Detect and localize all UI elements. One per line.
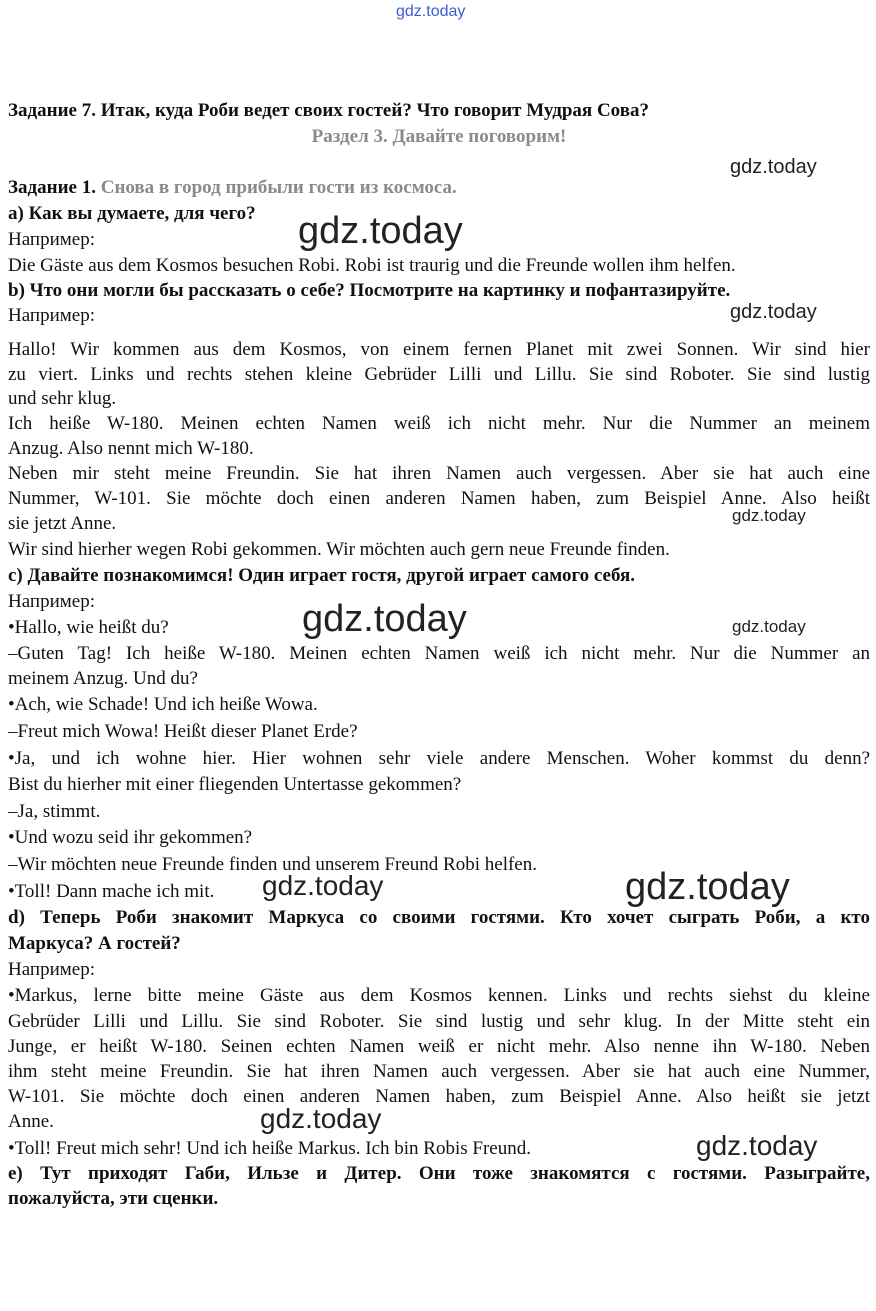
- dialogue-line: –Guten Tag! Ich heiße W-180. Meinen echten Namen weiß ich nicht mehr. Nur die Nummer an: [8, 643, 870, 664]
- subtask-c: с) Давайте познакомимся! Один играет гостя, другой играет самого себя.: [8, 565, 636, 586]
- watermark: gdz.today: [262, 870, 384, 901]
- paragraph-line: und sehr klug.: [8, 388, 117, 409]
- dialogue-line: –Wir möchten neue Freunde finden und unserem Freund Robi helfen.: [8, 854, 537, 875]
- dialogue-line: Anne.: [8, 1111, 54, 1132]
- dialogue-line: meinem Anzug. Und du?: [8, 668, 198, 689]
- subtask-e: е) Тут приходят Габи, Ильзе и Дитер. Они тоже знакомятся с гостями. Разыграйте,: [8, 1163, 870, 1184]
- subtask-a: а) Как вы думаете, для чего?: [8, 203, 256, 224]
- paragraph-line: Nummer, W-101. Sie möchte doch einen anderen Namen haben, zum Beispiel Anne. Also heißt: [8, 488, 870, 509]
- task-1-number: Задание 1.: [8, 177, 96, 198]
- paragraph-line: zu viert. Links und rechts stehen kleine Gebrüder Lilli und Lillu. Sie sind Roboter. Sie sind lustig: [8, 364, 870, 385]
- dialogue-line: Gebrüder Lilli und Lillu. Sie sind Roboter. Sie sind lustig und sehr klug. In der Mitte steht ein: [8, 1011, 870, 1032]
- example-label: Например:: [8, 229, 95, 250]
- subtask-b: b) Что они могли бы рассказать о себе? Посмотрите на картинку и пофантазируйте.: [8, 280, 731, 301]
- watermark: gdz.today: [298, 210, 463, 252]
- example-label: Например:: [8, 959, 95, 980]
- watermark-top: gdz.today: [396, 3, 466, 20]
- watermark: gdz.today: [730, 301, 817, 323]
- subtask-d-continued: Маркуса? А гостей?: [8, 933, 181, 954]
- watermark: gdz.today: [625, 866, 790, 908]
- dialogue-line: •Und wozu seid ihr gekommen?: [8, 827, 253, 848]
- task-7-heading: Задание 7. Итак, куда Роби ведет своих гостей? Что говорит Мудрая Сова?: [8, 100, 649, 121]
- task-1-title: Снова в город прибыли гости из космоса.: [100, 177, 457, 198]
- subtask-d: d) Теперь Роби знакомит Маркуса со своими гостями. Кто хочет сыграть Роби, а кто: [8, 907, 870, 928]
- example-label: Например:: [8, 591, 95, 612]
- dialogue-line: Junge, er heißt W-180. Seinen echten Namen weiß er nicht mehr. Also nenne ihn W-180. Neben: [8, 1036, 870, 1057]
- subtask-e-continued: пожалуйста, эти сценки.: [8, 1188, 219, 1209]
- paragraph-line: Wir sind hierher wegen Robi gekommen. Wir möchten auch gern neue Freunde finden.: [8, 539, 670, 560]
- dialogue-line: •Ach, wie Schade! Und ich heiße Wowa.: [8, 694, 318, 715]
- paragraph-line: Anzug. Also nennt mich W-180.: [8, 438, 254, 459]
- paragraph-line: Hallo! Wir kommen aus dem Kosmos, von einem fernen Planet mit zwei Sonnen. Wir sind hier: [8, 339, 870, 360]
- watermark: gdz.today: [260, 1103, 382, 1134]
- paragraph-line: Die Gäste aus dem Kosmos besuchen Robi. Robi ist traurig und die Freunde wollen ihm helfen.: [8, 255, 736, 276]
- dialogue-line: W-101. Sie möchte doch einen anderen Namen haben, zum Beispiel Anne. Also heißt sie jetzt: [8, 1086, 870, 1107]
- watermark: gdz.today: [730, 156, 817, 178]
- watermark: gdz.today: [302, 598, 467, 640]
- example-label: Например:: [8, 305, 95, 326]
- dialogue-line: •Ja, und ich wohne hier. Hier wohnen sehr viele andere Menschen. Woher kommst du denn?: [8, 748, 870, 769]
- watermark: gdz.today: [696, 1130, 818, 1161]
- paragraph-line: Neben mir steht meine Freundin. Sie hat ihren Namen auch vergessen. Aber sie hat auch eine: [8, 463, 870, 484]
- section-3-title: Раздел 3. Давайте поговорим!: [311, 126, 567, 147]
- paragraph-line: sie jetzt Anne.: [8, 513, 117, 534]
- dialogue-line: •Toll! Freut mich sehr! Und ich heiße Markus. Ich bin Robis Freund.: [8, 1138, 531, 1159]
- dialogue-line: –Ja, stimmt.: [8, 801, 101, 822]
- dialogue-line: ihm steht meine Freundin. Sie hat ihren Namen auch vergessen. Aber sie hat auch eine Nummer,: [8, 1061, 870, 1082]
- dialogue-line: •Markus, lerne bitte meine Gäste aus dem Kosmos kennen. Links und rechts siehst du kleine: [8, 985, 870, 1006]
- dialogue-line: Bist du hierher mit einer fliegenden Untertasse gekommen?: [8, 774, 462, 795]
- dialogue-line: •Toll! Dann mache ich mit.: [8, 881, 215, 902]
- task-1-heading: [8, 175, 870, 201]
- paragraph-line: Ich heiße W-180. Meinen echten Namen weiß ich nicht mehr. Nur die Nummer an meinem: [8, 413, 870, 434]
- watermark: gdz.today: [732, 617, 806, 636]
- dialogue-line: –Freut mich Wowa! Heißt dieser Planet Erde?: [8, 721, 358, 742]
- watermark: gdz.today: [732, 506, 806, 525]
- dialogue-line: •Hallo, wie heißt du?: [8, 617, 169, 638]
